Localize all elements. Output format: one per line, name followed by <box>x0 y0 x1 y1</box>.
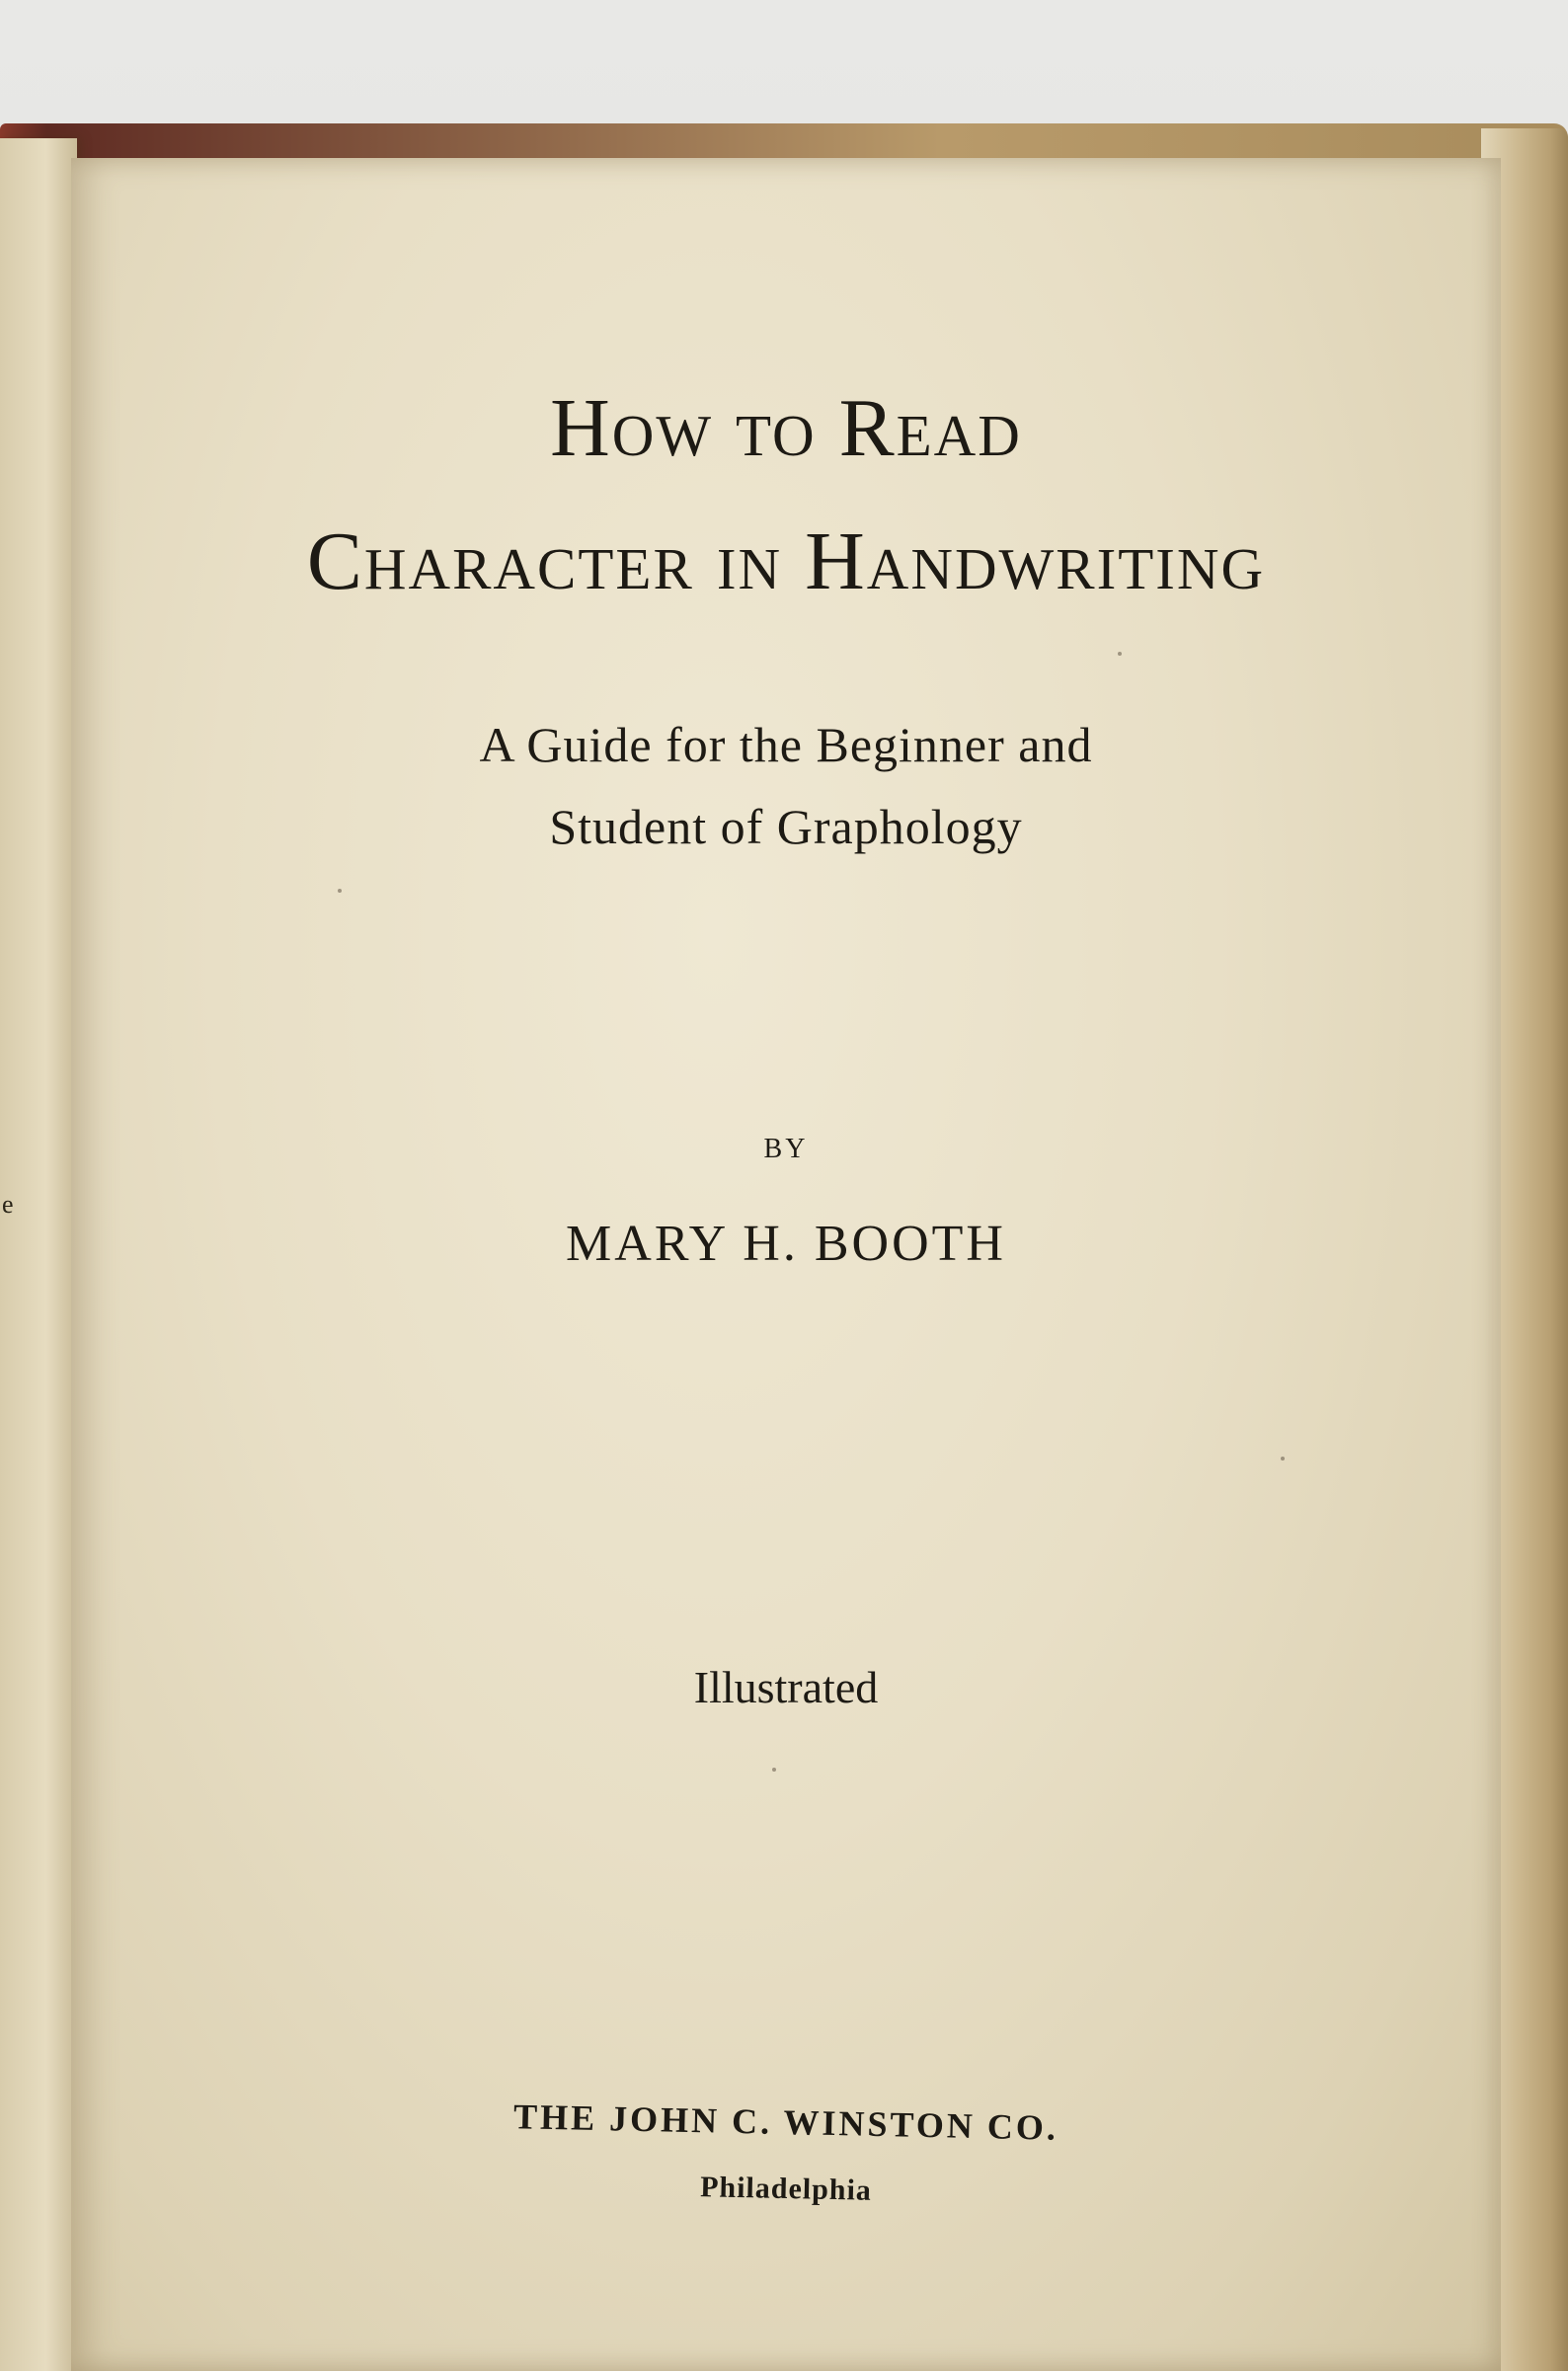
book-title-line-1: How to Read <box>550 382 1022 474</box>
paper-speck <box>1118 652 1122 656</box>
paper-speck <box>772 1768 776 1772</box>
publisher-name: THE JOHN C. WINSTON CO. <box>512 2096 1059 2148</box>
paper-speck <box>338 889 342 893</box>
subtitle-line-1: A Guide for the Beginner and <box>479 717 1093 772</box>
book-title-line-2: Character in Handwriting <box>306 515 1266 607</box>
by-label: BY <box>763 1134 809 1164</box>
title-page <box>71 158 1501 2371</box>
facing-left-page <box>0 138 77 2371</box>
paper-speck <box>1281 1457 1285 1461</box>
left-page-text-fragment: e <box>2 1190 14 1219</box>
author-name: MARY H. BOOTH <box>566 1216 1006 1272</box>
publisher-city: Philadelphia <box>699 2171 873 2207</box>
subtitle-line-2: Student of Graphology <box>549 799 1023 854</box>
illustrated-label: Illustrated <box>693 1662 879 1712</box>
